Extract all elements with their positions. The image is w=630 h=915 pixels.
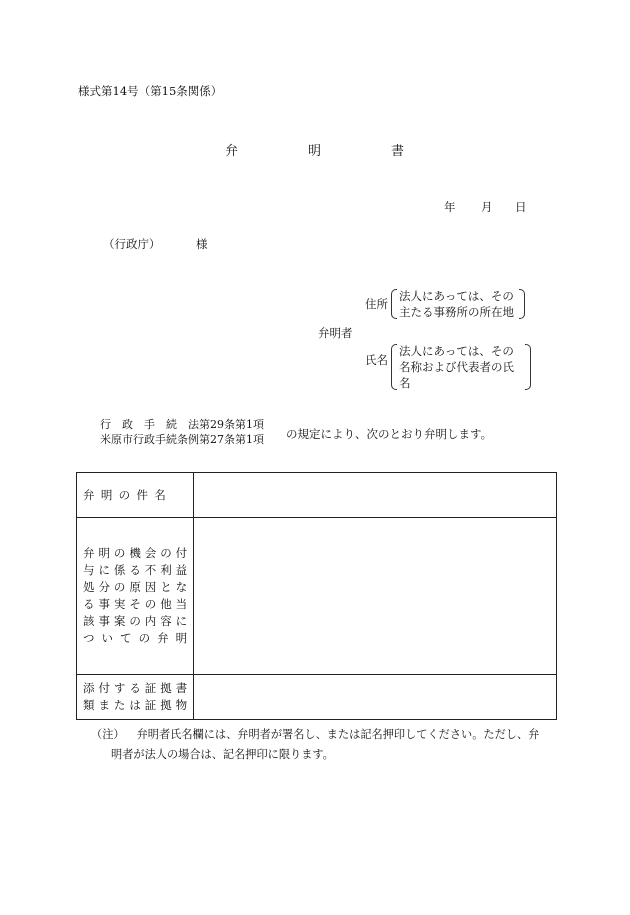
statement-label-line: ついての弁明 (83, 631, 189, 645)
footnote-line-1: 弁明者氏名欄には、弁明者が署名し、または記名押印してください。ただし、弁 (136, 728, 540, 741)
statement-label-line: 処分の原因とな (83, 580, 189, 594)
bracket-left (391, 289, 397, 319)
bracket-left (391, 344, 397, 390)
title-char-2: 明 (308, 144, 322, 159)
footnote-prefix: （注） (91, 728, 125, 741)
statement-label-line: 弁明の機会の付 (83, 546, 189, 560)
bracket-right (519, 289, 525, 319)
evidence-label-line: 類または証拠物 (83, 698, 189, 712)
statement-label-line: る事実その他当 (83, 597, 189, 611)
form-number: 様式第14号（第15条関係） (78, 84, 223, 98)
bracket-right (525, 344, 531, 390)
address-label: 住所 (365, 297, 388, 311)
law-basis (100, 417, 264, 447)
statement-label-cell (77, 518, 194, 675)
statement-label (83, 545, 189, 647)
date-month: 月 (481, 200, 493, 214)
date-day: 日 (515, 200, 527, 214)
address-note-line-2: 主たる事務所の所在地 (399, 305, 514, 319)
subject-label-cell (77, 473, 194, 518)
name-note-line-2: 名称および代表者の氏名 (399, 360, 514, 390)
footnote-line-2: 明者が法人の場合は、記名押印に限ります。 (111, 748, 334, 761)
table-row (77, 675, 557, 720)
title-char-1: 弁 (225, 144, 239, 159)
statement-table (76, 472, 557, 720)
evidence-label-cell (77, 675, 194, 720)
submitter-role: 弁明者 (318, 326, 353, 340)
addressee-agency: （行政庁） (103, 237, 161, 251)
statement-input-cell[interactable] (194, 518, 557, 675)
law-basis-suffix: の規定により、次のとおり弁明します。 (286, 427, 493, 441)
name-label: 氏名 (365, 353, 388, 367)
date-year: 年 (444, 200, 456, 214)
title-char-3: 書 (391, 144, 405, 159)
name-note-line-1: 法人にあっては、その (399, 344, 514, 358)
subject-label: 弁明の件名 (83, 488, 173, 502)
evidence-label (83, 680, 189, 714)
evidence-input-cell[interactable] (194, 675, 557, 720)
footnote (91, 724, 539, 746)
evidence-label-line: 添付する証拠書 (83, 681, 189, 695)
subject-input-cell[interactable] (194, 473, 557, 518)
document-title (0, 140, 630, 160)
table-row (77, 518, 557, 675)
address-note (391, 288, 525, 320)
law-basis-line-1: 行 政 手 続 法第29条第1項 (100, 418, 264, 431)
law-basis-line-2: 米原市行政手続条例第27条第1項 (100, 433, 264, 446)
table-row (77, 473, 557, 518)
statement-label-line: 該事案の内容に (83, 614, 189, 628)
address-note-line-1: 法人にあっては、その (399, 289, 514, 303)
name-note (391, 343, 531, 391)
statement-label-line: 与に係る不利益 (83, 563, 189, 577)
addressee-honorific: 様 (196, 237, 208, 251)
